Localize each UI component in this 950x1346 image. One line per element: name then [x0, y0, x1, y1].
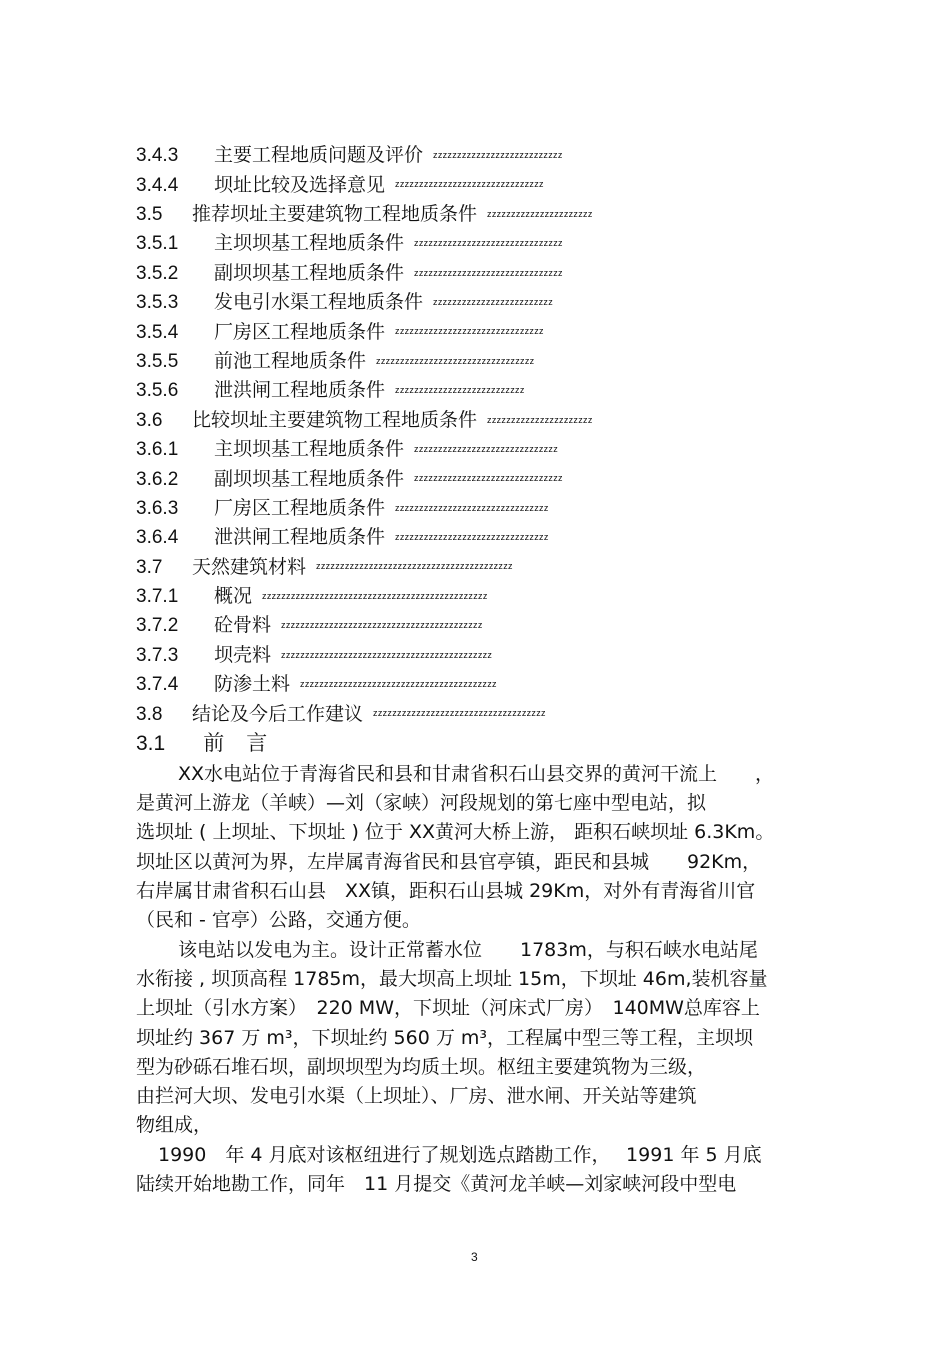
toc-entry-title: 主坝坝基工程地质条件 — [214, 438, 405, 461]
toc-entry-leader: zzzzzzzzzzzzzzzzzzzzzz — [487, 414, 593, 425]
toc-entry — [136, 582, 836, 611]
toc-entry-number: 3.6.2 — [136, 468, 179, 490]
toc-entry-leader: zzzzzzzzzzzzzzzzzzzzzzzzzzz — [395, 385, 525, 396]
toc-entry-number: 3.4.4 — [136, 174, 179, 196]
toc-entry-number: 3.5.3 — [136, 292, 179, 314]
toc-entry-title: 副坝坝基工程地质条件 — [214, 261, 405, 284]
toc-entry-leader: zzzzzzzzzzzzzzzzzzzzzzzzzzzzzzzzzzzzzzzzzzzzzzz — [262, 590, 488, 601]
toc-entry — [136, 288, 836, 317]
toc-entry-number: 3.5.6 — [136, 380, 179, 402]
toc-entry-leader: zzzzzzzzzzzzzzzzzzzzzzzzzzzzzzz — [414, 473, 563, 484]
toc-entry-title: 主要工程地质问题及评价 — [214, 144, 424, 167]
toc-entry-title: 厂房区工程地质条件 — [214, 496, 386, 519]
toc-entry — [136, 494, 836, 523]
toc-entry-leader: zzzzzzzzzzzzzzzzzzzzzz — [487, 208, 593, 219]
text-line: 选坝址 ( 上坝址、下坝址 ) 位于 XX黄河大桥上游， 距积石峡坝址 6.3Km。 — [136, 821, 775, 844]
text-line: 该电站以发电为主。设计正常蓄水位 1783m，与积石峡水电站尾 — [178, 939, 758, 961]
toc-entry-title: 副坝坝基工程地质条件 — [214, 467, 405, 490]
toc-entry-number: 3.5.2 — [136, 262, 179, 284]
text-line: 陆续开始地勘工作，同年 11 月提交《黄河龙羊峡—刘家峡河段中型电 — [136, 1173, 737, 1196]
toc-entry — [136, 347, 836, 376]
toc-entry-title: 坝壳料 — [214, 643, 272, 666]
toc-entry-leader: zzzzzzzzzzzzzzzzzzzzzzzzz — [433, 296, 554, 307]
toc-entry — [136, 523, 836, 552]
text-line: 1990 年 4 月底对该枢纽进行了规划选点踏勘工作， 1991 年 5 月底 — [158, 1144, 762, 1166]
toc-entry-leader: zzzzzzzzzzzzzzzzzzzzzzzzzzzzzzz — [395, 326, 544, 337]
page-number: 3 — [471, 1250, 478, 1264]
text-line: 物组成， — [136, 1114, 213, 1137]
toc-entry — [136, 641, 836, 670]
toc-entry — [136, 670, 836, 699]
toc-entry-leader: zzzzzzzzzzzzzzzzzzzzzzzzzzzzzzzzzzzzzzzzzz — [281, 620, 483, 631]
text-line: XX水电站位于青海省民和县和甘肃省积石山县交界的黄河干流上 ， — [178, 763, 775, 785]
text-line: 由拦河大坝、发电引水渠（上坝址）、厂房、泄水闸、开关站等建筑 — [136, 1084, 697, 1107]
toc-entry — [136, 317, 836, 346]
toc-entry-title: 天然建筑材料 — [192, 555, 307, 578]
text-line: 坝址约 367 万 m³，下坝址约 560 万 m³，工程属中型三等工程，主坝坝 — [136, 1026, 754, 1049]
toc-entry-title: 坝址比较及选择意见 — [214, 173, 386, 196]
toc-entry-leader: zzzzzzzzzzzzzzzzzzzzzzzzzzzzzzzz — [395, 532, 549, 543]
toc-entry-number: 3.5.1 — [136, 233, 179, 255]
toc-entry-number: 3.7.2 — [136, 615, 179, 637]
toc-entry-number: 3.5.5 — [136, 350, 179, 372]
text-line: 型为砂砾石堆石坝，副坝坝型为均质土坝。枢纽主要建筑物为三级， — [136, 1055, 707, 1078]
toc-entry-title: 发电引水渠工程地质条件 — [214, 291, 424, 314]
toc-entry-title: 主坝坝基工程地质条件 — [214, 232, 405, 255]
toc-entry-number: 3.7.1 — [136, 586, 179, 608]
toc-entry-number: 3.4.3 — [136, 145, 179, 167]
toc-entry-title: 概况 — [214, 585, 253, 608]
toc-entry — [136, 376, 836, 405]
section-title: 前言 — [203, 731, 290, 755]
toc-entry — [136, 229, 836, 258]
toc-entry — [136, 435, 836, 464]
toc-entry-number: 3.6.1 — [136, 439, 179, 461]
toc-entry — [136, 464, 836, 493]
toc-entry-number: 3.7.3 — [136, 644, 179, 666]
section-number: 3.1 — [136, 732, 166, 755]
toc-entry-number: 3.5 — [136, 203, 163, 225]
toc-entry-number: 3.5.4 — [136, 321, 179, 343]
toc-entry-title: 泄洪闸工程地质条件 — [214, 379, 386, 402]
toc-entry-leader: zzzzzzzzzzzzzzzzzzzzzzzzzzzzzzzz — [395, 502, 549, 513]
toc-entry-number: 3.6.3 — [136, 497, 179, 519]
toc-entry-leader: zzzzzzzzzzzzzzzzzzzzzzzzzzzzzzzzzzzzzzzzzzzz — [281, 649, 493, 660]
text-line: 右岸属甘肃省积石山县 XX镇，距积石山县城 29Km，对外有青海省川官 — [136, 879, 756, 902]
toc-entry-title: 泄洪闸工程地质条件 — [214, 526, 386, 549]
toc-entry — [136, 200, 836, 229]
text-line: （民和 - 官亭）公路，交通方便。 — [136, 908, 421, 931]
toc-entry-title: 推荐坝址主要建筑物工程地质条件 — [192, 202, 478, 225]
toc-entry-leader: zzzzzzzzzzzzzzzzzzzzzzzzzzzzzzz — [414, 267, 563, 278]
toc-entry — [136, 170, 836, 199]
toc-entry-title: 结论及今后工作建议 — [192, 702, 364, 725]
toc-entry-leader: zzzzzzzzzzzzzzzzzzzzzzzzzzzzzzz — [414, 238, 563, 249]
toc-entry — [136, 611, 836, 640]
text-line: 是黄河上游龙（羊峡）—刘（家峡）河段规划的第七座中型电站，拟 — [136, 792, 707, 815]
paragraph-design — [136, 936, 826, 1140]
toc-entry-leader: zzzzzzzzzzzzzzzzzzzzzzzzzzzzzz — [414, 443, 559, 454]
toc-entry-number: 3.8 — [136, 703, 163, 725]
toc-entry-leader: zzzzzzzzzzzzzzzzzzzzzzzzzzzzzzzzzzzz — [373, 708, 546, 719]
toc-entry-leader: zzzzzzzzzzzzzzzzzzzzzzzzzzzzzzzzzzzzzzzzz — [316, 561, 513, 572]
toc-entry-title: 砼骨料 — [214, 614, 272, 637]
text-line: 坝址区以黄河为界，左岸属青海省民和县官亭镇，距民和县城 92Km， — [136, 850, 762, 873]
toc-entry — [136, 141, 836, 170]
paragraph-history — [136, 1141, 826, 1199]
toc-entry-number: 3.6.4 — [136, 527, 179, 549]
toc-entry-number: 3.6 — [136, 409, 163, 431]
table-of-contents — [136, 141, 836, 729]
toc-entry-leader: zzzzzzzzzzzzzzzzzzzzzzzzzzzzzzz — [395, 179, 544, 190]
text-line: 水衔接 , 坝顶高程 1785m，最大坝高上坝址 15m，下坝址 46m,装机容量 — [136, 968, 768, 991]
toc-entry-title: 厂房区工程地质条件 — [214, 320, 386, 343]
section-heading — [136, 727, 289, 757]
toc-entry — [136, 259, 836, 288]
toc-entry-title: 比较坝址主要建筑物工程地质条件 — [192, 408, 478, 431]
toc-entry-leader: zzzzzzzzzzzzzzzzzzzzzzzzzzzzzzzzzzzzzzzzz — [300, 679, 497, 690]
toc-entry-title: 防渗土料 — [214, 673, 291, 696]
toc-entry-number: 3.7.4 — [136, 674, 179, 696]
toc-entry — [136, 552, 836, 581]
paragraph-location — [136, 760, 826, 935]
toc-entry-leader: zzzzzzzzzzzzzzzzzzzzzzzzzzzzzzzzz — [376, 355, 535, 366]
toc-entry — [136, 406, 836, 435]
toc-entry — [136, 699, 836, 728]
toc-entry-leader: zzzzzzzzzzzzzzzzzzzzzzzzzzz — [433, 150, 563, 160]
toc-entry-number: 3.7 — [136, 556, 163, 578]
text-line: 上坝址（引水方案） 220 MW，下坝址（河床式厂房） 140MW总库容上 — [136, 997, 760, 1020]
toc-entry-title: 前池工程地质条件 — [214, 349, 367, 372]
